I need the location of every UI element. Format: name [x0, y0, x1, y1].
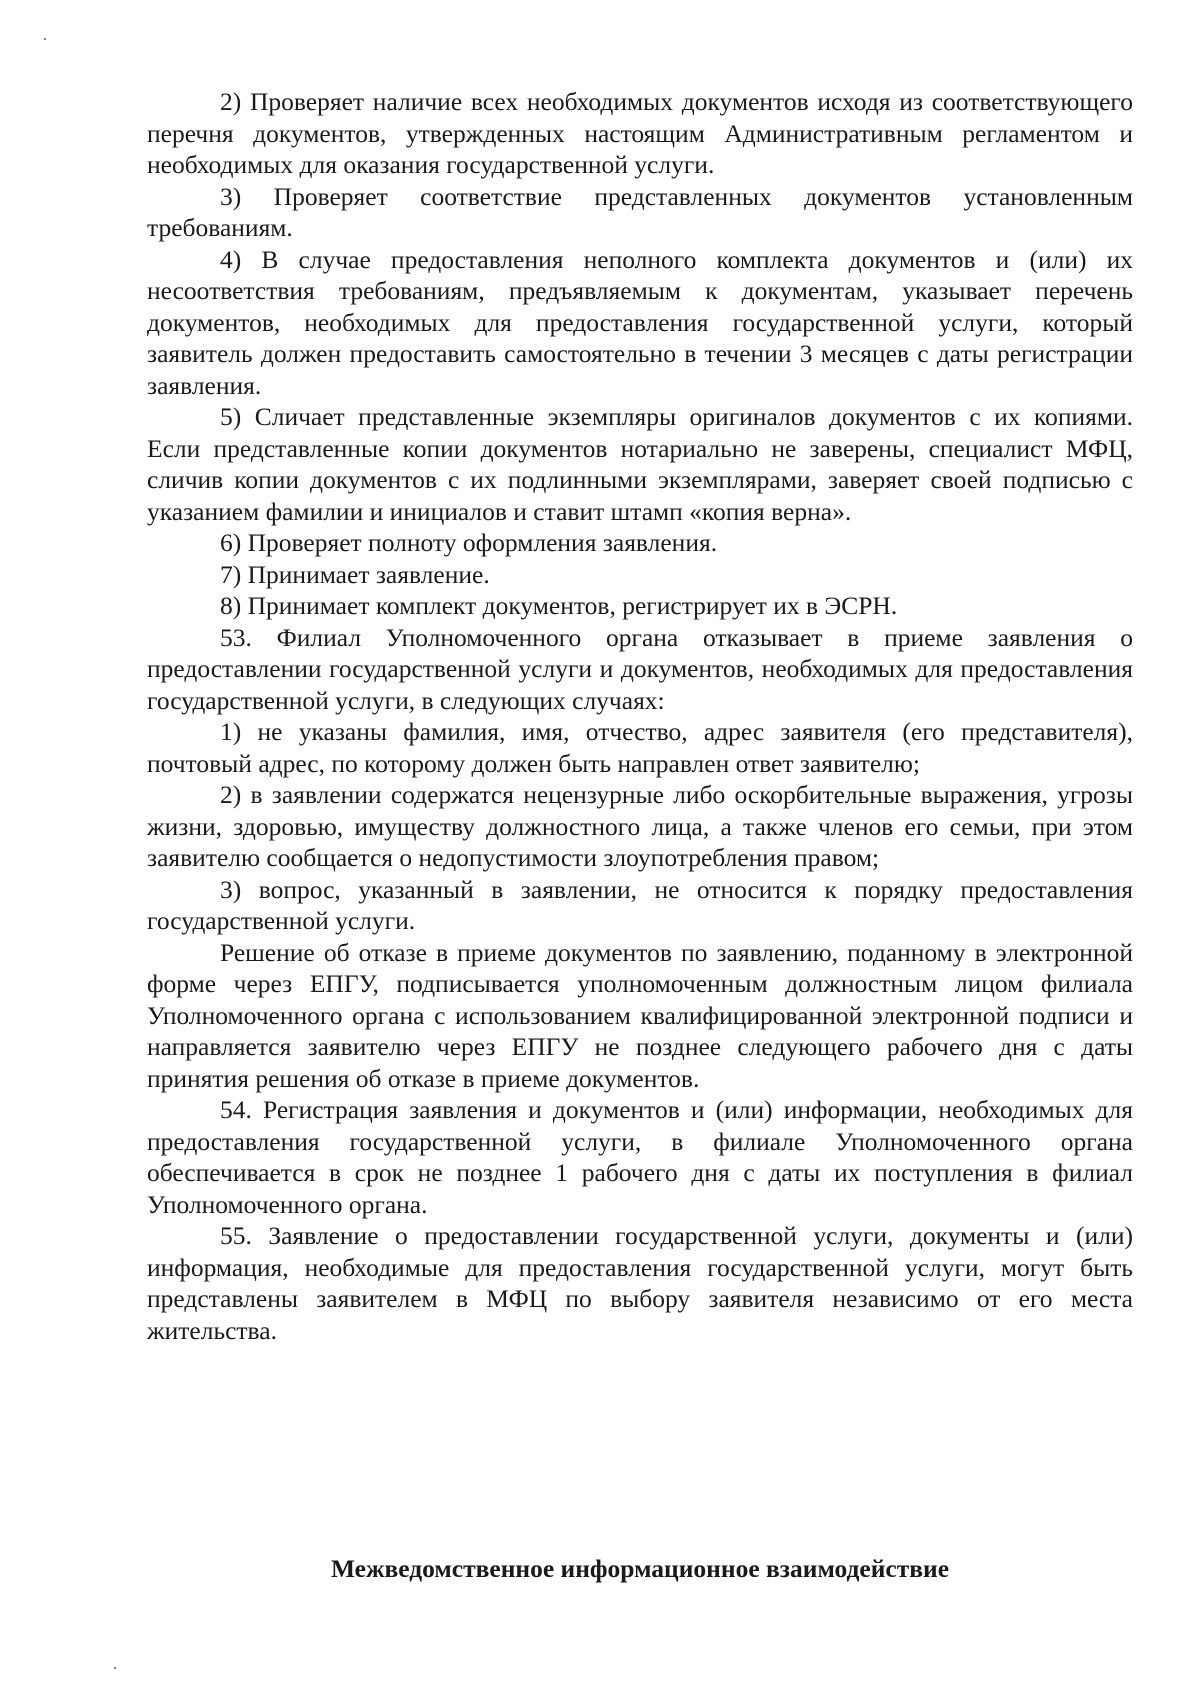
paragraph-clause-54: 54. Регистрация заявления и документов и (или) информации, необходимых для предоставления государственной услуги, в филиале Уполномоченного органа обеспечивается в срок не позднее 1 рабочего дня с даты их поступления в филиал Уполномоченного органа.: [147, 1095, 1133, 1219]
paragraph-refusal-case-2: 2) в заявлении содержатся нецензурные либо оскорбительные выражения, угрозы жизни, здоровью, имуществу должностного лица, а также членов его семьи, при этом заявителю сообщается о недопустимости злоупотребления правом;: [147, 780, 1133, 872]
paragraph-item-2: 2) Проверяет наличие всех необходимых документов исходя из соответствующего перечня документов, утвержденных настоящим Административным регламентом и необходимых для оказания государственной услуги.: [147, 87, 1133, 179]
paragraph-refusal-case-1: 1) не указаны фамилия, имя, отчество, адрес заявителя (его представителя), почтовый адрес, по которому должен быть направлен ответ заявителю;: [147, 717, 1133, 778]
paragraph-clause-55: 55. Заявление о предоставлении государственной услуги, документы и (или) информация, необходимые для предоставления государственной услуги, могут быть представлены заявителем в МФЦ по выбору заявителя независимо от его места жительства.: [147, 1221, 1133, 1345]
paragraph-clause-53: 53. Филиал Уполномоченного органа отказывает в приеме заявления о предоставлении государственной услуги и документов, необходимых для предоставления государственной услуги, в следующих случаях:: [147, 622, 1133, 715]
scan-speck: [44, 38, 46, 40]
section-heading: Межведомственное информационное взаимодействие: [330, 1554, 950, 1583]
paragraph-refusal-decision: Решение об отказе в приеме документов по заявлению, поданному в электронной форме через ЕПГУ, подписывается уполномоченным должностным лицом филиала Уполномоченного органа с использованием квалифицированной электронной подписи и направляется заявителю через ЕПГУ не позднее следующего рабочего дня с даты принятия решения об отказе в приеме документов.: [147, 937, 1133, 1093]
paragraph-item-5: 5) Сличает представленные экземпляры оригиналов документов с их копиями. Если представленные копии документов нотариально не заверены, специалист МФЦ, сличив копии документов с их подлинными экземплярами, заверяет своей подписью с указанием фамилии и инициалов и ставит штамп «копия верна».: [147, 402, 1133, 526]
paragraph-item-4: 4) В случае предоставления неполного комплекта документов и (или) их несоответствия требованиям, предъявляемым к документам, указывает перечень документов, необходимых для предоставления государственной услуги, который заявитель должен предоставить самостоятельно в течении 3 месяцев с даты регистрации заявления.: [147, 244, 1133, 400]
scan-speck: [114, 1667, 116, 1669]
document-body: [147, 86, 1133, 1346]
paragraph-item-7: 7) Принимает заявление.: [220, 559, 490, 589]
paragraph-refusal-case-3: 3) вопрос, указанный в заявлении, не относится к порядку предоставления государственной услуги.: [147, 874, 1133, 935]
paragraph-item-6: 6) Проверяет полноту оформления заявления.: [220, 528, 718, 557]
paragraph-item-8: 8) Принимает комплект документов, регистрирует их в ЭСРН.: [220, 591, 898, 620]
paragraph-item-3: 3) Проверяет соответствие представленных документов установленным требованиям.: [147, 181, 1133, 242]
